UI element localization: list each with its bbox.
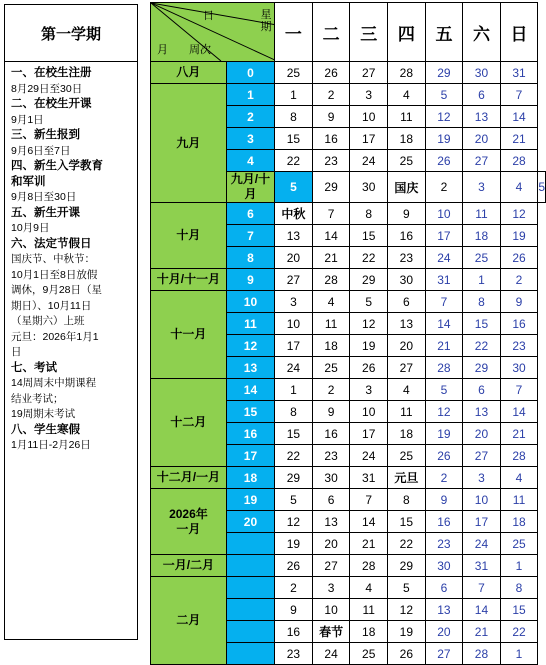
corner-month-label: 月 [157, 44, 168, 56]
day-cell: 29 [312, 172, 350, 203]
week-number-cell: 19 [226, 489, 274, 511]
day-cell: 9 [312, 401, 350, 423]
day-cell: 28 [463, 643, 501, 665]
day-cell: 8 [463, 291, 501, 313]
day-cell: 18 [463, 225, 501, 247]
day-cell: 中秋 [275, 203, 313, 225]
week-number-cell [226, 533, 274, 555]
day-cell: 23 [500, 335, 538, 357]
week-number-cell: 13 [226, 357, 274, 379]
day-cell: 23 [312, 150, 350, 172]
notes-line: 调休，9月28日（星 [11, 284, 103, 296]
day-cell: 3 [312, 577, 350, 599]
weekday-header-1: 一 [275, 3, 313, 62]
day-cell: 23 [312, 445, 350, 467]
day-cell: 6 [387, 291, 425, 313]
month-cell: 二月 [151, 577, 227, 665]
day-cell: 24 [312, 643, 350, 665]
day-cell: 2 [312, 84, 350, 106]
day-cell: 15 [275, 423, 313, 445]
week-number-cell: 15 [226, 401, 274, 423]
day-cell: 8 [350, 203, 388, 225]
week-number-cell [226, 599, 274, 621]
month-cell: 一月/二月 [151, 555, 227, 577]
notes-line: 国庆节、中秋节： [11, 253, 95, 265]
day-cell: 24 [425, 247, 463, 269]
day-cell: 27 [312, 555, 350, 577]
day-cell: 31 [463, 555, 501, 577]
day-cell: 30 [500, 357, 538, 379]
day-cell: 25 [275, 62, 313, 84]
day-cell: 25 [387, 445, 425, 467]
day-cell: 20 [463, 128, 501, 150]
day-cell: 20 [275, 247, 313, 269]
day-cell: 8 [387, 489, 425, 511]
day-cell: 6 [312, 489, 350, 511]
week-number-cell: 6 [226, 203, 274, 225]
day-cell: 23 [425, 533, 463, 555]
day-cell: 9 [275, 599, 313, 621]
day-cell: 30 [463, 62, 501, 84]
month-cell: 十月/十一月 [151, 269, 227, 291]
day-cell: 4 [350, 577, 388, 599]
semester-notes-panel [4, 4, 138, 640]
day-cell: 22 [463, 335, 501, 357]
week-number-cell: 3 [226, 128, 274, 150]
day-cell: 30 [350, 172, 388, 203]
day-cell: 7 [312, 203, 350, 225]
month-cell: 九月/十月 [226, 172, 274, 203]
notes-line: 1月11日-2月26日 [11, 439, 91, 451]
day-cell: 5 [425, 379, 463, 401]
day-cell: 26 [425, 445, 463, 467]
day-cell: 28 [387, 62, 425, 84]
day-cell: 1 [275, 84, 313, 106]
day-cell: 15 [387, 511, 425, 533]
week-number-cell: 7 [226, 225, 274, 247]
day-cell: 29 [350, 269, 388, 291]
notes-line: 19周期末考试 [11, 408, 76, 420]
day-cell: 4 [387, 379, 425, 401]
month-cell: 2026年 一月 [151, 489, 227, 555]
day-cell: 31 [425, 269, 463, 291]
day-cell: 7 [500, 84, 538, 106]
day-cell: 1 [463, 269, 501, 291]
day-cell: 13 [275, 225, 313, 247]
day-cell: 18 [350, 621, 388, 643]
day-cell: 1 [500, 643, 538, 665]
corner-week-label: 周次 [189, 44, 211, 56]
day-cell: 14 [312, 225, 350, 247]
day-cell: 23 [275, 643, 313, 665]
week-number-cell [226, 555, 274, 577]
day-cell: 12 [387, 599, 425, 621]
day-cell: 15 [463, 313, 501, 335]
day-cell: 5 [275, 489, 313, 511]
day-cell: 2 [275, 577, 313, 599]
day-cell: 13 [387, 313, 425, 335]
day-cell: 27 [350, 62, 388, 84]
week-row [151, 379, 546, 401]
day-cell: 24 [350, 445, 388, 467]
day-cell: 13 [463, 401, 501, 423]
corner-weekday-label: 星期 [260, 9, 272, 33]
day-cell: 25 [312, 357, 350, 379]
week-number-cell: 2 [226, 106, 274, 128]
week-row [151, 467, 546, 489]
day-cell: 8 [275, 401, 313, 423]
day-cell: 21 [312, 247, 350, 269]
day-cell: 2 [425, 172, 463, 203]
day-cell: 25 [463, 247, 501, 269]
day-cell: 7 [425, 291, 463, 313]
day-cell: 12 [275, 511, 313, 533]
day-cell: 14 [425, 313, 463, 335]
day-cell: 21 [425, 335, 463, 357]
calendar-header-row [151, 3, 546, 62]
day-cell: 24 [350, 150, 388, 172]
week-row [151, 269, 546, 291]
notes-line: 9月6日至7日 [11, 144, 71, 157]
notes-section-heading: 和军训 [11, 175, 46, 188]
week-row [151, 84, 546, 106]
day-cell: 31 [350, 467, 388, 489]
day-cell: 3 [463, 172, 501, 203]
day-cell: 8 [500, 577, 538, 599]
day-cell: 7 [463, 577, 501, 599]
notes-line: 日 [11, 346, 22, 358]
day-cell: 28 [350, 555, 388, 577]
notes-section-heading: 三、新生报到 [11, 129, 80, 141]
notes-line: 14周周末中期课程 [11, 377, 97, 389]
day-cell: 2 [425, 467, 463, 489]
day-cell: 18 [500, 511, 538, 533]
day-cell: 24 [463, 533, 501, 555]
day-cell: 元旦 [387, 467, 425, 489]
week-number-cell: 0 [226, 62, 274, 84]
notes-section-heading: 四、新生入学教育 [11, 160, 103, 172]
day-cell: 3 [350, 84, 388, 106]
day-cell: 17 [350, 423, 388, 445]
day-cell: 28 [312, 269, 350, 291]
week-number-cell: 20 [226, 511, 274, 533]
day-cell: 27 [387, 357, 425, 379]
day-cell: 12 [500, 203, 538, 225]
day-cell: 4 [500, 467, 538, 489]
semester-title: 第一学期 [5, 5, 137, 62]
day-cell: 18 [387, 128, 425, 150]
day-cell: 20 [312, 533, 350, 555]
day-cell: 29 [275, 467, 313, 489]
day-cell: 9 [500, 291, 538, 313]
day-cell: 14 [500, 401, 538, 423]
day-cell: 国庆 [387, 172, 425, 203]
day-cell: 27 [275, 269, 313, 291]
week-row [151, 555, 546, 577]
week-row [151, 489, 546, 511]
week-row [151, 291, 546, 313]
week-number-cell: 11 [226, 313, 274, 335]
day-cell: 26 [275, 555, 313, 577]
weekday-header-4: 四 [387, 3, 425, 62]
day-cell: 20 [387, 335, 425, 357]
day-cell: 4 [500, 172, 538, 203]
day-cell: 5 [425, 84, 463, 106]
day-cell: 10 [425, 203, 463, 225]
weekday-header-6: 六 [463, 3, 501, 62]
weekday-header-3: 三 [350, 3, 388, 62]
day-cell: 17 [463, 511, 501, 533]
day-cell: 18 [312, 335, 350, 357]
week-number-cell: 17 [226, 445, 274, 467]
week-row [151, 577, 546, 599]
weekday-header-7: 日 [500, 3, 538, 62]
day-cell: 26 [350, 357, 388, 379]
day-cell: 12 [425, 401, 463, 423]
day-cell: 7 [500, 379, 538, 401]
notes-line: 元旦：2026年1月1 [11, 330, 99, 343]
day-cell: 19 [425, 128, 463, 150]
day-cell: 3 [350, 379, 388, 401]
day-cell: 25 [500, 533, 538, 555]
notes-section-heading: 二、在校生开课 [11, 98, 92, 110]
day-cell: 30 [425, 555, 463, 577]
day-cell: 22 [275, 150, 313, 172]
day-cell: 12 [350, 313, 388, 335]
day-cell: 22 [387, 533, 425, 555]
day-cell: 30 [387, 269, 425, 291]
day-cell: 31 [500, 62, 538, 84]
notes-line: 8月29日至30日 [11, 82, 83, 95]
day-cell: 29 [425, 62, 463, 84]
day-cell: 15 [275, 128, 313, 150]
day-cell: 10 [463, 489, 501, 511]
day-cell: 13 [425, 599, 463, 621]
day-cell: 14 [350, 511, 388, 533]
day-cell: 16 [387, 225, 425, 247]
day-cell: 27 [425, 643, 463, 665]
month-cell: 九月 [151, 84, 227, 203]
notes-section-heading: 六、法定节假日 [11, 237, 92, 250]
day-cell: 23 [387, 247, 425, 269]
day-cell: 16 [500, 313, 538, 335]
week-number-cell: 9 [226, 269, 274, 291]
week-number-cell [226, 621, 274, 643]
notes-line: 结业考试； [11, 392, 64, 405]
day-cell: 18 [387, 423, 425, 445]
day-cell: 28 [425, 357, 463, 379]
day-cell: 10 [350, 106, 388, 128]
day-cell: 10 [350, 401, 388, 423]
notes-list [5, 62, 137, 454]
week-row [151, 203, 546, 225]
day-cell: 26 [387, 643, 425, 665]
notes-section-heading: 七、考试 [11, 361, 57, 374]
day-cell: 30 [312, 467, 350, 489]
day-cell: 4 [312, 291, 350, 313]
day-cell: 27 [463, 150, 501, 172]
day-cell: 14 [500, 106, 538, 128]
weekday-header-2: 二 [312, 3, 350, 62]
day-cell: 29 [387, 555, 425, 577]
day-cell: 6 [463, 379, 501, 401]
day-cell: 19 [387, 621, 425, 643]
notes-line: 9月1日 [11, 113, 44, 126]
week-number-cell: 10 [226, 291, 274, 313]
day-cell: 29 [463, 357, 501, 379]
notes-section-heading: 五、新生开课 [11, 206, 80, 219]
day-cell: 11 [387, 401, 425, 423]
day-cell: 5 [350, 291, 388, 313]
week-number-cell: 18 [226, 467, 274, 489]
day-cell: 16 [425, 511, 463, 533]
notes-line: 10月1日至8日放假 [11, 268, 98, 281]
day-cell: 20 [425, 621, 463, 643]
notes-line: 9月8日至30日 [11, 191, 77, 203]
day-cell: 16 [312, 128, 350, 150]
day-cell: 13 [463, 106, 501, 128]
day-cell: 21 [463, 621, 501, 643]
day-cell: 10 [312, 599, 350, 621]
day-cell: 26 [500, 247, 538, 269]
week-number-cell: 14 [226, 379, 274, 401]
day-cell: 21 [350, 533, 388, 555]
day-cell: 15 [500, 599, 538, 621]
day-cell: 13 [312, 511, 350, 533]
day-cell: 19 [275, 533, 313, 555]
day-cell: 11 [463, 203, 501, 225]
day-cell: 17 [425, 225, 463, 247]
week-number-cell: 1 [226, 84, 274, 106]
day-cell: 19 [425, 423, 463, 445]
day-cell: 12 [425, 106, 463, 128]
day-cell: 22 [350, 247, 388, 269]
day-cell: 11 [387, 106, 425, 128]
day-cell: 17 [275, 335, 313, 357]
month-cell: 八月 [151, 62, 227, 84]
day-cell: 9 [312, 106, 350, 128]
week-number-cell: 16 [226, 423, 274, 445]
day-cell: 2 [312, 379, 350, 401]
day-cell: 20 [463, 423, 501, 445]
day-cell: 14 [463, 599, 501, 621]
day-cell: 9 [425, 489, 463, 511]
notes-section-heading: 八、学生寒假 [11, 423, 80, 436]
day-cell: 25 [350, 643, 388, 665]
week-number-cell: 8 [226, 247, 274, 269]
day-cell: 11 [312, 313, 350, 335]
day-cell: 15 [350, 225, 388, 247]
notes-section-heading: 一、在校生注册 [11, 67, 92, 79]
day-cell: 28 [500, 150, 538, 172]
day-cell: 19 [500, 225, 538, 247]
day-cell: 11 [500, 489, 538, 511]
notes-line: 10月9日 [11, 222, 50, 234]
day-cell: 17 [350, 128, 388, 150]
day-cell: 24 [275, 357, 313, 379]
day-cell: 10 [275, 313, 313, 335]
week-number-cell: 12 [226, 335, 274, 357]
week-number-cell: 4 [226, 150, 274, 172]
day-cell: 6 [425, 577, 463, 599]
day-cell: 26 [312, 62, 350, 84]
week-number-cell: 5 [275, 172, 313, 203]
month-cell: 十二月 [151, 379, 227, 467]
day-cell: 22 [275, 445, 313, 467]
day-cell: 28 [500, 445, 538, 467]
calendar-table [150, 2, 546, 665]
day-cell: 4 [387, 84, 425, 106]
day-cell: 9 [387, 203, 425, 225]
week-row [151, 62, 546, 84]
day-cell: 3 [275, 291, 313, 313]
day-cell: 16 [312, 423, 350, 445]
day-cell: 22 [500, 621, 538, 643]
month-cell: 十二月/一月 [151, 467, 227, 489]
notes-line: （星期六）上班 [11, 315, 85, 327]
day-cell: 21 [500, 423, 538, 445]
day-cell: 5 [387, 577, 425, 599]
day-cell: 26 [425, 150, 463, 172]
day-cell: 21 [500, 128, 538, 150]
header-corner [151, 3, 275, 62]
weekday-header-5: 五 [425, 3, 463, 62]
month-cell: 十一月 [151, 291, 227, 379]
day-cell: 8 [275, 106, 313, 128]
day-cell: 11 [350, 599, 388, 621]
month-cell: 十月 [151, 203, 227, 269]
corner-day-label: 日 [203, 10, 214, 22]
day-cell: 27 [463, 445, 501, 467]
notes-line: 期日）、10月11日 [11, 299, 92, 312]
day-cell: 1 [500, 555, 538, 577]
week-number-cell [226, 643, 274, 665]
day-cell: 25 [387, 150, 425, 172]
day-cell: 7 [350, 489, 388, 511]
day-cell: 3 [463, 467, 501, 489]
day-cell: 19 [350, 335, 388, 357]
day-cell: 春节 [312, 621, 350, 643]
day-cell: 16 [275, 621, 313, 643]
week-number-cell [226, 577, 274, 599]
day-cell: 6 [463, 84, 501, 106]
day-cell: 5 [538, 172, 546, 203]
day-cell: 2 [500, 269, 538, 291]
day-cell: 1 [275, 379, 313, 401]
